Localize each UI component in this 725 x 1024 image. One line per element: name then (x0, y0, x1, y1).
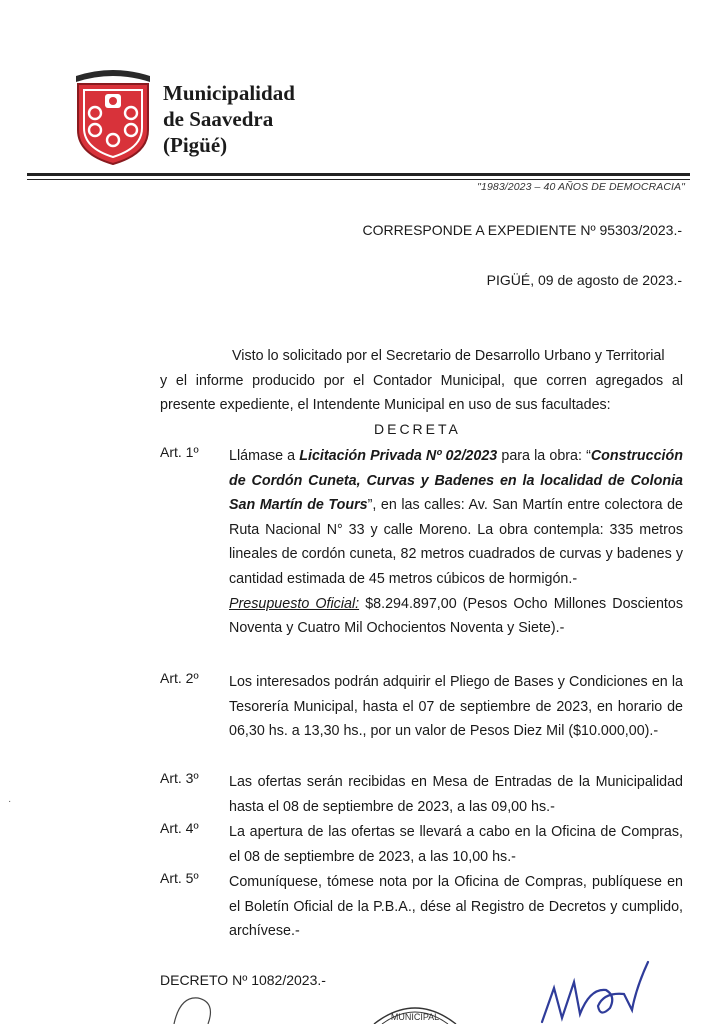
decreto-number: DECRETO Nº 1082/2023.- (160, 972, 326, 988)
article-4-label: Art. 4º (160, 820, 199, 836)
preamble-first-line: Visto lo solicitado por el Secretario de Desarrollo Urbano y Territorial (232, 348, 665, 364)
article-4-text: La apertura de las ofertas se llevará a cabo en la Oficina de Compras, el 08 de septiembre de 2023, a las 10,00 hs.- (229, 824, 683, 865)
article-3-label: Art. 3º (160, 770, 199, 786)
article-3-text: Las ofertas serán recibidas en Mesa de Entradas de la Municipalidad hasta el 08 de septiembre de 2023, a las 09,00 hs.- (229, 774, 683, 815)
article-2-label: Art. 2º (160, 670, 199, 686)
presupuesto-paragraph (229, 592, 683, 641)
decreta-heading: DECRETA (374, 421, 461, 437)
preamble-rest: y el informe producido por el Contador Municipal, que corren agregados al presente expediente, el Intendente Municipal en uso de sus facultades: (160, 372, 683, 414)
signature-mark (520, 948, 670, 1024)
official-seal (370, 1000, 460, 1024)
header-rule-thick (27, 173, 690, 176)
org-line-3: (Pigüé) (163, 133, 228, 157)
municipal-shield-logo (72, 68, 154, 166)
article-5-text: Comuníquese, tómese nota por la Oficina de Compras, publíquese en el Boletín Oficial de la P.B.A., dése al Registro de Decretos y cumplido, archívese.- (229, 874, 683, 940)
header-rule-thin (27, 179, 690, 180)
document-date: PIGÜÉ, 09 de agosto de 2023.- (486, 272, 682, 288)
organization-name (163, 80, 295, 158)
org-line-1: Municipalidad (163, 81, 295, 105)
article-2-text: Los interesados podrán adquirir el Pliego de Bases y Condiciones en la Tesorería Municipal, hasta el 07 de septiembre de 2023, en horario de 06,30 hs. a 13,30 hs., por un valor de Pesos Diez Mil ($10.000,00).- (229, 674, 683, 740)
org-line-2: de Saavedra (163, 107, 274, 131)
article-1-paragraph: Llámase a Licitación Privada Nº 02/2023 para la obra: “Construcción de Cordón Cuneta, Curvas y Badenes en la localidad de Colonia San Martín de Tours”, en las calles: Av. San Martín entre colectora de Ruta Nacional N° 33 y calle Moreno. La obra contempla: 335 metros lineales de cordón cuneta, 82 metros cuadrados de curvas y badenes y cantidad estimada de 45 metros cúbicos de hormigón.- (229, 448, 683, 587)
signature-mark-left (168, 990, 228, 1024)
obra-title: Construcción de Cordón Cuneta, Curvas y Badenes en la localidad de Colonia San Martín de Tours (229, 448, 683, 514)
article-5-label: Art. 5º (160, 870, 199, 886)
licitacion-reference: Licitación Privada Nº 02/2023 (299, 448, 498, 464)
expediente-reference: CORRESPONDE A EXPEDIENTE Nº 95303/2023.- (362, 222, 682, 238)
seal-text: MUNICIPAL (390, 1012, 440, 1022)
presupuesto-label: Presupuesto Oficial: (229, 595, 360, 612)
article-1-text (229, 444, 683, 641)
presupuesto-value: $8.294.897,00 (Pesos Ocho Millones Doscientos Noventa y Cuatro Mil Ochocientos Noventa y Siete).- (229, 595, 683, 637)
democracy-motto: "1983/2023 – 40 AÑOS DE DEMOCRACIA" (477, 181, 685, 193)
article-1-label: Art. 1º (160, 444, 199, 460)
margin-dot: · (8, 796, 12, 807)
preamble (160, 344, 683, 418)
